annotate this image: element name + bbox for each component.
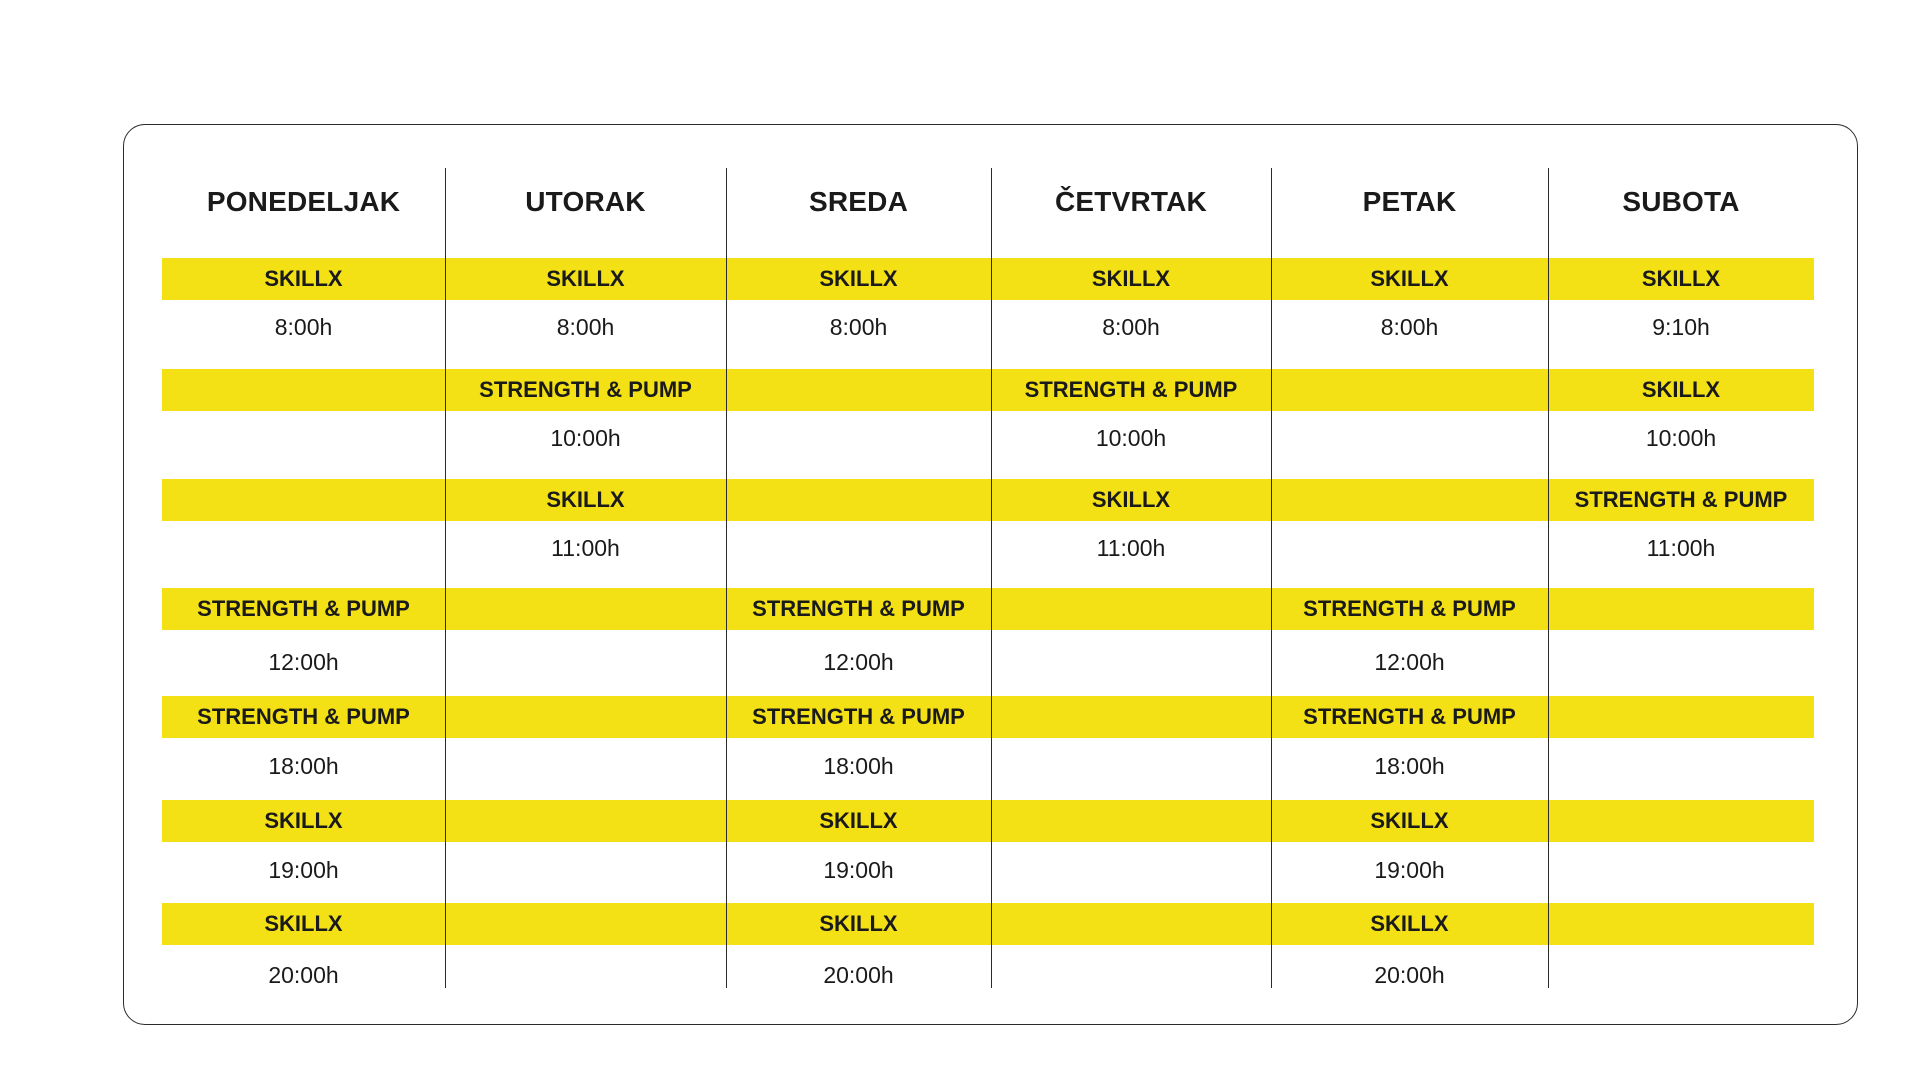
class-name[interactable]: SKILLX xyxy=(819,808,898,833)
class-time: 8:00h xyxy=(1380,314,1439,340)
class-time: 12:00h xyxy=(823,649,894,675)
class-name[interactable]: STRENGTH & PUMP xyxy=(1303,704,1516,729)
class-name[interactable]: STRENGTH & PUMP xyxy=(752,596,965,621)
day-header: ČETVRTAK xyxy=(1055,186,1207,217)
day-header: PONEDELJAK xyxy=(206,186,401,217)
class-time: 20:00h xyxy=(268,962,339,988)
class-name[interactable]: STRENGTH & PUMP xyxy=(1303,596,1516,621)
class-time: 10:00h xyxy=(550,425,621,451)
class-time: 10:00h xyxy=(1095,425,1167,451)
class-time: 18:00h xyxy=(823,753,894,779)
day-header: SUBOTA xyxy=(1622,186,1740,217)
class-name[interactable]: SKILLX xyxy=(1641,377,1721,402)
class-name[interactable]: SKILLX xyxy=(819,911,898,936)
class-name[interactable]: SKILLX xyxy=(1091,487,1171,512)
day-header: SREDA xyxy=(808,186,908,217)
class-time: 8:00h xyxy=(829,314,888,340)
class-name[interactable]: STRENGTH & PUMP xyxy=(479,377,692,402)
class-time: 19:00h xyxy=(1374,857,1445,883)
class-name[interactable]: SKILLX xyxy=(1641,266,1721,291)
class-time: 20:00h xyxy=(1374,962,1445,988)
class-name[interactable]: STRENGTH & PUMP xyxy=(1024,377,1238,402)
class-name[interactable]: SKILLX xyxy=(264,266,343,291)
class-time: 8:00h xyxy=(1102,314,1160,340)
class-name[interactable]: SKILLX xyxy=(264,911,343,936)
class-time: 10:00h xyxy=(1645,425,1717,451)
class-time: 11:00h xyxy=(1646,535,1716,561)
day-header: UTORAK xyxy=(525,186,646,217)
class-time: 20:00h xyxy=(823,962,894,988)
class-name[interactable]: SKILLX xyxy=(1370,911,1449,936)
class-name[interactable]: SKILLX xyxy=(1370,808,1449,833)
class-name[interactable]: SKILLX xyxy=(1370,266,1449,291)
class-time: 9:10h xyxy=(1652,314,1710,340)
class-time: 19:00h xyxy=(268,857,339,883)
class-name[interactable]: SKILLX xyxy=(819,266,898,291)
class-time: 18:00h xyxy=(268,753,339,779)
schedule-grid xyxy=(162,168,1814,988)
class-time: 11:00h xyxy=(551,535,620,561)
class-name[interactable]: STRENGTH & PUMP xyxy=(197,596,410,621)
class-time: 11:00h xyxy=(1096,535,1166,561)
class-time: 12:00h xyxy=(1374,649,1445,675)
day-header: PETAK xyxy=(1362,186,1457,217)
class-time: 18:00h xyxy=(1374,753,1445,779)
class-time: 19:00h xyxy=(823,857,894,883)
class-name[interactable]: SKILLX xyxy=(546,266,625,291)
class-name[interactable]: SKILLX xyxy=(546,487,625,512)
class-name[interactable]: SKILLX xyxy=(264,808,343,833)
class-name[interactable]: STRENGTH & PUMP xyxy=(197,704,410,729)
class-name[interactable]: STRENGTH & PUMP xyxy=(752,704,965,729)
class-time: 8:00h xyxy=(556,314,615,340)
class-time: 8:00h xyxy=(274,314,333,340)
class-time: 12:00h xyxy=(268,649,339,675)
class-name[interactable]: STRENGTH & PUMP xyxy=(1574,487,1788,512)
class-name[interactable]: SKILLX xyxy=(1091,266,1171,291)
